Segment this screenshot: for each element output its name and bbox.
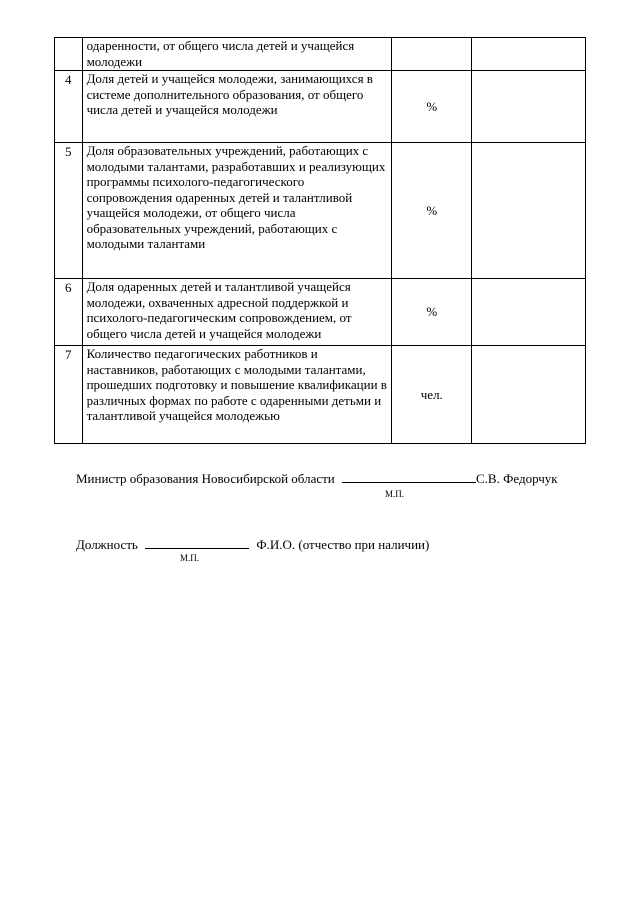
indicator-name: Количество педагогических работников и наставников, работающих с молодыми талантами, прошедших подготовку и повышение квалификации в различных формах по работе с одаренными детьми и талантливой учащейся молодежью: [82, 346, 391, 444]
unit-cell: чел.: [391, 346, 471, 444]
value-cell: [471, 346, 585, 444]
signature-blank: [145, 537, 249, 549]
signature-blank: [342, 471, 476, 483]
official-position: Должность: [76, 537, 138, 552]
indicator-name: Доля образовательных учреждений, работающих с молодыми талантами, разработавших и реализующих программы психолого-педагогического сопровождения одаренных детей и талантливой учащейся молодежи, от общего числа образовательных учреждений, работающих с молодыми талантами: [82, 143, 391, 279]
table-row: [55, 143, 586, 279]
row-number: 5: [55, 143, 83, 279]
table-row: [55, 71, 586, 143]
indicators-table: [54, 37, 586, 444]
row-number: [55, 38, 83, 71]
minister-name: С.В. Федорчук: [476, 471, 558, 486]
unit-cell: %: [391, 279, 471, 346]
minister-stamp-mark: М.П.: [385, 489, 405, 499]
table-row: [55, 346, 586, 444]
value-cell: [471, 71, 585, 143]
minister-position: Министр образования Новосибирской области: [76, 471, 335, 486]
value-cell: [471, 38, 585, 71]
row-number: 4: [55, 71, 83, 143]
official-signature-line: [76, 537, 429, 552]
value-cell: [471, 279, 585, 346]
official-stamp-mark: М.П.: [180, 553, 200, 563]
minister-signature-line: [76, 471, 558, 486]
value-cell: [471, 143, 585, 279]
indicator-name: Доля одаренных детей и талантливой учащейся молодежи, охваченных адресной поддержкой и психолого-педагогическим сопровождением, от общего числа детей и учащейся молодежи: [82, 279, 391, 346]
unit-cell: %: [391, 71, 471, 143]
indicator-name: Доля детей и учащейся молодежи, занимающихся в системе дополнительного образования, от общего числа детей и учащейся молодежи: [82, 71, 391, 143]
row-number: 6: [55, 279, 83, 346]
indicator-name: одаренности, от общего числа детей и учащейся молодежи: [82, 38, 391, 71]
row-number: 7: [55, 346, 83, 444]
official-name: Ф.И.О. (отчество при наличии): [256, 537, 430, 552]
unit-cell: [391, 38, 471, 71]
table-row: [55, 279, 586, 346]
unit-cell: %: [391, 143, 471, 279]
table-row: [55, 38, 586, 71]
